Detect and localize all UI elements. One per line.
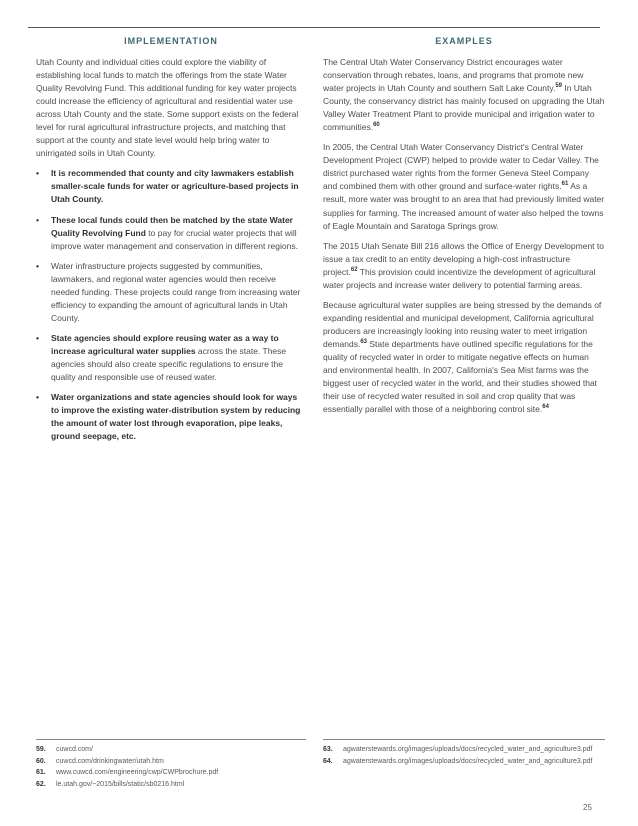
paragraph-text: As a result, more water was brought to an area that had previously limited water supplies for farming. The increased amount of water also helped the towns of Eagle Mountain and Saratoga Springs grow. — [323, 181, 605, 231]
footnote-ref-61[interactable]: 61 — [561, 181, 569, 188]
footnote-link[interactable]: agwaterstewards.org/images/uploads/docs/recycled_water_and_agriculture3.pdf — [343, 746, 593, 753]
paragraph-text: In 2005, the Central Utah Water Conservancy District's Central Water Development Project (CWP) helped to provide water to Cedar Valley. The district purchased water rights from the former Geneva Steel Company and combined them with other ground and surface-water rights. — [323, 142, 599, 192]
footnote-number: 63. — [323, 746, 333, 753]
footnote — [36, 768, 306, 779]
footnote-ref-62[interactable]: 62 — [350, 266, 358, 273]
footnote-rule-right — [323, 739, 605, 740]
paragraph-text: The 2015 Utah Senate Bill 216 allows the Office of Energy Development to issue a tax credit to an entity developing a high-cost infrastructure project. — [323, 240, 604, 277]
list-item — [36, 167, 306, 206]
paragraph-text: In Utah County, the conservancy district has mainly focused on upgrading the Utah Valley Water Treatment Plant to provide municipal and irrigation water to communities. — [323, 83, 605, 133]
paragraph-text: State departments have outlined specific regulations for the quality of recycled water in order to mitigate negative effects on human and environmental health. In 2007, California's Sea Mist farms was the biggest user of recycled water in the world, and their studies showed that their use of recycled water resulted in soil and crop quality that was essentially parallel with those of a neighboring control site. — [323, 338, 598, 415]
bullet-icon: • — [36, 168, 39, 179]
footnote-ref-59[interactable]: 59 — [555, 83, 562, 90]
footnote-number: 64. — [323, 757, 333, 765]
footnote-rule-left — [36, 739, 306, 740]
paragraph-text: This provision could incentivize the development of agricultural water projects and increase water delivery to potential farming areas. — [323, 266, 596, 290]
bullet-icon: • — [36, 214, 39, 225]
implementation-intro: Utah County and individual cities could explore the viability of establishing local funds to match the offerings from the state Water Quality Revolving Fund. This additional funding for key water projects could increase the efficiency of agricultural and residential water use across Utah County and the state. Some support exists on the federal level for rural agricultural infrastructure projects, and matching that support at the county and state level would help bring water to unirrigated soils in Utah County. — [36, 57, 299, 159]
examples-heading: EXAMPLES — [435, 36, 493, 46]
paragraph-text: The Central Utah Water Conservancy District encourages water conservation through rebates, loans, and programs that promote new water projects in Utah County and southern Salt Lake County. — [323, 57, 584, 94]
footnote-ref-63[interactable]: 63 — [360, 339, 368, 346]
list-item — [36, 332, 306, 384]
top-rule — [28, 27, 600, 28]
footnote — [36, 757, 306, 768]
example-paragraph-4 — [323, 299, 605, 416]
paragraph-text: Because agricultural water supplies are being stressed by the demands of expanding residential and municipal development, California agricultural producers are increasingly looking into reusing water to meet irrigation demands. — [323, 299, 602, 349]
footnote-number: 61. — [36, 769, 46, 776]
recommendation-list — [36, 167, 306, 443]
bullet-bold: It is recommended that county and city lawmakers establish smaller-scale funds for water or agriculture-based projects in Utah County. — [51, 168, 299, 205]
footnote-ref-64[interactable]: 64 — [542, 404, 549, 411]
footnote-link[interactable]: www.cuwcd.com/engineering/cwp/CWPbrochure.pdf — [56, 769, 219, 776]
footnote — [36, 780, 306, 791]
page-number: 25 — [583, 803, 592, 812]
example-paragraph-2 — [323, 141, 605, 232]
list-item — [36, 214, 306, 253]
bullet-icon: • — [36, 392, 39, 403]
footnote-number: 59. — [36, 746, 46, 753]
footnote — [323, 757, 605, 768]
bullet-text: across the state. These agencies should also create specific regulations to ensure the quality and responsible use of reused water. — [51, 345, 287, 383]
footnote-number: 60. — [36, 757, 46, 765]
bullet-icon: • — [36, 260, 39, 271]
bullet-text: to pay for crucial water projects that will improve water management and conservation in different regions. — [51, 227, 298, 251]
footnote — [323, 745, 605, 756]
footnote-link[interactable]: le.utah.gov/~2015/bills/static/sb0216.html — [56, 780, 185, 788]
implementation-column — [36, 36, 306, 450]
bullet-text: Water infrastructure projects suggested by communities, lawmakers, and regional water agencies would then receive needed funding. These projects could range from increasing water efficiency to expanding the amount of agricultural lands in Utah County. — [51, 260, 301, 323]
bullet-bold: Water organizations and state agencies should look for ways to improve the existing water-distribution system by reducing the amount of water lost through evaporation, pipe leaks, ground seepage, etc. — [51, 392, 301, 442]
footnote-link[interactable]: cuwcd.com/drinkingwater/utah.htm — [56, 757, 164, 765]
bullet-bold: These local funds could then be matched by the state Water Quality Revolving Fund — [51, 214, 293, 238]
implementation-heading: IMPLEMENTATION — [124, 36, 218, 46]
list-item — [36, 391, 306, 443]
bullet-bold: State agencies should explore reusing water as a way to increase agricultural water supplies — [51, 332, 279, 356]
footnotes-right — [323, 745, 605, 768]
footnote-ref-60[interactable]: 60 — [373, 122, 380, 129]
footnotes-left — [36, 745, 306, 791]
footnote-link[interactable]: cuwcd.com/ — [56, 746, 93, 753]
list-item — [36, 260, 306, 325]
footnote — [36, 745, 306, 756]
example-paragraph-1 — [323, 56, 605, 134]
bullet-icon: • — [36, 332, 39, 343]
footnote-number: 62. — [36, 780, 46, 788]
examples-column — [323, 36, 605, 423]
footnote-link[interactable]: agwaterstewards.org/images/uploads/docs/recycled_water_and_agriculture3.pdf — [343, 757, 593, 765]
example-paragraph-3 — [323, 240, 605, 292]
